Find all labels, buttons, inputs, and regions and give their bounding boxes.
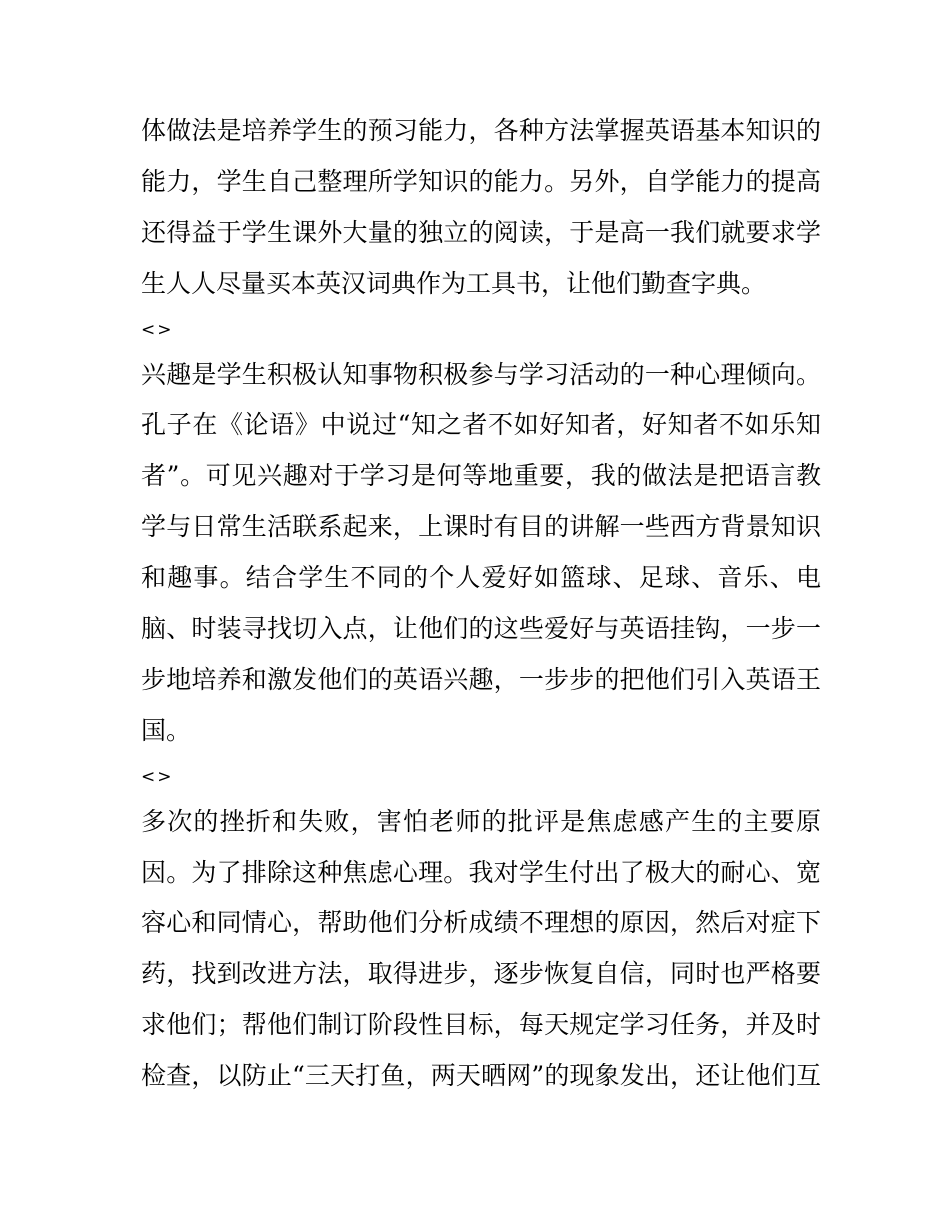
text-line: 求他们；帮他们制订阶段性目标，每天规定学习任务，并及时 xyxy=(141,1010,821,1040)
text-line: 和趣事。结合学生不同的个人爱好如篮球、足球、音乐、电 xyxy=(141,563,821,593)
text-line: 多次的挫折和失败，害怕老师的批评是焦虑感产生的主要原 xyxy=(141,806,821,836)
text-line: 孔子在《论语》中说过“知之者不如好知者，好知者不如乐知 xyxy=(141,410,821,440)
text-line: 检查，以防止“三天打鱼，两天晒网”的现象发出，还让他们互 xyxy=(141,1061,821,1091)
text-line: 生人人尽量买本英汉词典作为工具书，让他们勤查字典。 xyxy=(141,268,767,298)
text-line: 药，找到改进方法，取得进步，逐步恢复自信，同时也严格要 xyxy=(141,959,821,989)
section-separator: <> xyxy=(141,766,174,787)
text-line: 能力，学生自己整理所学知识的能力。另外，自学能力的提高 xyxy=(141,166,821,196)
text-line: 步地培养和激发他们的英语兴趣，一步步的把他们引入英语王 xyxy=(141,664,821,694)
text-line: 国。 xyxy=(141,715,192,745)
body-text xyxy=(141,106,821,1102)
text-line: 兴趣是学生积极认知事物积极参与学习活动的一种心理倾向。 xyxy=(141,359,821,389)
text-line: 还得益于学生课外大量的独立的阅读，于是高一我们就要求学 xyxy=(141,217,821,247)
section-separator: <> xyxy=(141,319,174,340)
text-line: 容心和同情心，帮助他们分析成绩不理想的原因，然后对症下 xyxy=(141,908,821,938)
text-line: 学与日常生活联系起来，上课时有目的讲解一些西方背景知识 xyxy=(141,512,821,542)
text-line: 体做法是培养学生的预习能力，各种方法掌握英语基本知识的 xyxy=(141,116,821,145)
text-line: 脑、时装寻找切入点，让他们的这些爱好与英语挂钩，一步一 xyxy=(141,614,821,644)
paragraph-interest xyxy=(141,350,821,757)
paragraph-anxiety xyxy=(141,797,821,1102)
text-line: 因。为了排除这种焦虑心理。我对学生付出了极大的耐心、宽 xyxy=(141,857,821,887)
paragraph-self-study xyxy=(141,106,821,310)
text-line: 者”。可见兴趣对于学习是何等地重要，我的做法是把语言教 xyxy=(141,461,821,491)
